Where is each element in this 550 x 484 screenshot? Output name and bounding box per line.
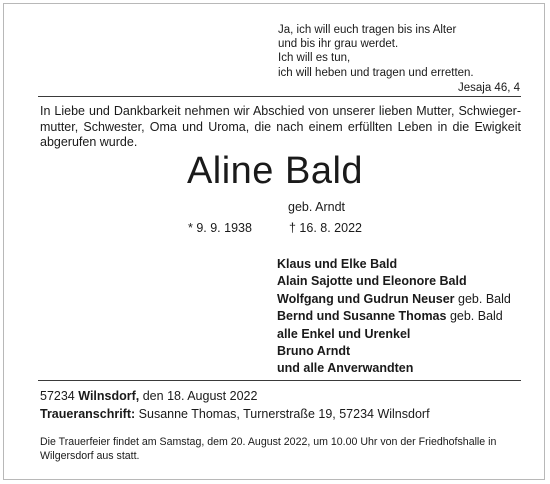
- city: Wilnsdorf,: [78, 389, 140, 403]
- mourner-entry: [277, 326, 511, 343]
- bible-verse: [278, 23, 520, 95]
- mourner-names: Alain Sajotte und Eleonore Bald: [277, 274, 467, 289]
- mourner-names: Bernd und Susanne Thomas: [277, 309, 447, 324]
- mourner-entry: [277, 256, 511, 273]
- maiden-name: geb. Arndt: [288, 200, 345, 214]
- verse-source: Jesaja 46, 4: [457, 81, 520, 94]
- verse-line: Ich will es tun,: [278, 52, 351, 65]
- intro-line: In Liebe und Dankbarkeit nehmen wir Abschied von unserer lieben Mutter, Schwieger-: [40, 104, 521, 118]
- mourner-entry: [277, 291, 511, 308]
- mourner-names: Wolfgang und Gudrun Neuser: [277, 291, 455, 306]
- mourner-names: alle Enkel und Urenkel: [277, 326, 411, 341]
- mourner-names: und alle Anverwandten: [277, 361, 414, 376]
- bottom-divider: [38, 380, 521, 381]
- notice-date: den 18. August 2022: [142, 389, 258, 403]
- service-line: Die Trauerfeier findet am Samstag, dem 20. August 2022, um 10.00 Uhr von der Friedhofshalle in: [40, 436, 497, 448]
- mourner-entry: [277, 308, 511, 325]
- verse-line: ich will heben und tragen und erretten.: [278, 66, 474, 79]
- mourner-suffix: geb. Bald: [446, 309, 503, 324]
- verse-line: Ja, ich will euch tragen bis ins Alter: [278, 24, 457, 36]
- verse-line: und bis ihr grau werdet.: [278, 38, 399, 51]
- funeral-service-info: [40, 435, 524, 463]
- address-label: Traueranschrift:: [40, 407, 136, 421]
- top-divider: [38, 96, 521, 97]
- death-date: † 16. 8. 2022: [289, 221, 362, 235]
- birth-date: * 9. 9. 1938: [188, 221, 252, 235]
- place-and-date: [40, 389, 257, 403]
- intro-line: abgerufen wurde.: [40, 135, 138, 149]
- postal-code: 57234: [40, 389, 75, 403]
- deceased-name: Aline Bald: [186, 150, 364, 192]
- intro-line: mutter, Schwester, Oma und Uroma, die nach einem erfüllten Leben in die Ewigkeit: [40, 119, 521, 134]
- mourner-entry: [277, 360, 511, 377]
- mourner-suffix: geb. Bald: [454, 291, 511, 306]
- mourner-names: Bruno Arndt: [277, 344, 351, 359]
- mourners-list: [277, 256, 511, 378]
- intro-text: [40, 104, 521, 151]
- service-line: Wilgersdorf aus statt.: [40, 450, 140, 462]
- mourner-entry: [277, 343, 511, 360]
- mourner-names: Klaus und Elke Bald: [277, 257, 398, 271]
- address-text: Susanne Thomas, Turnerstraße 19, 57234 Wilnsdorf: [138, 407, 430, 421]
- mourner-entry: [277, 273, 511, 290]
- mourning-address: [40, 407, 430, 421]
